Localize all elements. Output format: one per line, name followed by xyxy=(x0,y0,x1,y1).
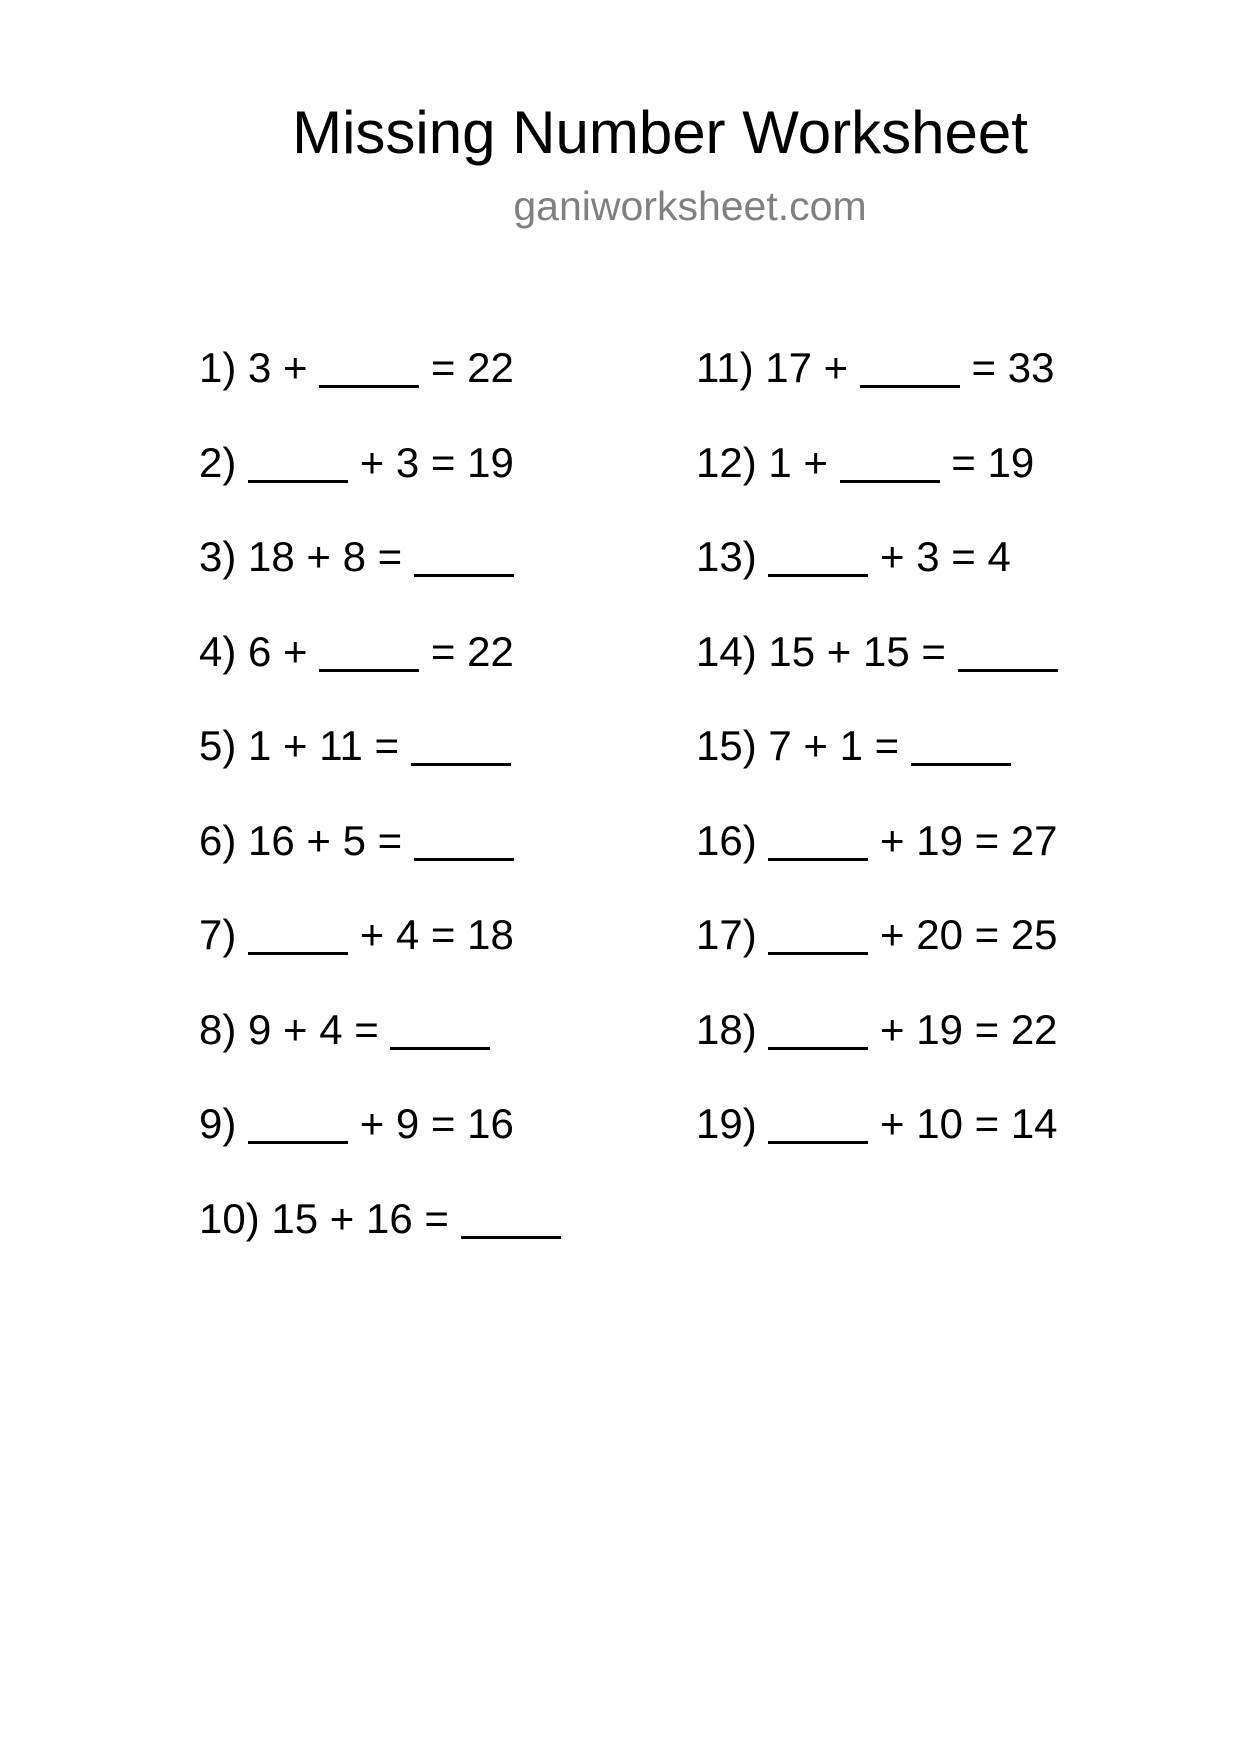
answer-blank[interactable] xyxy=(768,1140,868,1144)
problem-text-before: 15 + 16 = xyxy=(271,1194,461,1242)
problem-text-before: 1 + xyxy=(768,438,840,486)
problem-11 xyxy=(696,343,1054,393)
problem-text-before: 15 + 15 = xyxy=(768,627,958,675)
problem-number: 5) xyxy=(199,722,237,769)
problem-number: 3) xyxy=(199,533,237,580)
answer-blank[interactable] xyxy=(319,668,419,672)
problem-number: 7) xyxy=(199,911,237,958)
answer-blank[interactable] xyxy=(768,573,868,577)
problem-text-after: + 4 = 18 xyxy=(348,911,514,958)
answer-blank[interactable] xyxy=(860,384,960,388)
problem-text-after: = 22 xyxy=(419,344,514,391)
site-url: ganiworksheet.com xyxy=(513,183,867,229)
problem-number: 15) xyxy=(696,722,757,769)
problem-16 xyxy=(696,816,1058,866)
problem-text-after: = 33 xyxy=(959,344,1055,391)
answer-blank[interactable] xyxy=(411,762,511,766)
problem-text-before: 9 + 4 = xyxy=(248,1005,391,1053)
problem-number: 11) xyxy=(696,344,754,391)
problem-number: 10) xyxy=(199,1194,260,1242)
problem-number: 16) xyxy=(696,816,757,864)
problem-text-after: + 20 = 25 xyxy=(868,911,1058,958)
problem-3 xyxy=(199,532,514,582)
problem-8 xyxy=(199,1005,490,1055)
problem-number: 14) xyxy=(696,627,757,675)
problem-number: 6) xyxy=(199,816,237,864)
answer-blank[interactable] xyxy=(768,951,868,955)
problem-text-before: 16 + 5 = xyxy=(248,816,414,864)
problem-number: 2) xyxy=(199,438,237,486)
page-title: Missing Number Worksheet xyxy=(292,99,1028,166)
problem-number: 4) xyxy=(199,627,237,675)
problem-17 xyxy=(696,910,1058,960)
problem-number: 1) xyxy=(199,344,237,391)
problem-15 xyxy=(696,721,1011,771)
problem-number: 18) xyxy=(696,1005,757,1053)
answer-blank[interactable] xyxy=(911,762,1011,766)
problem-10 xyxy=(199,1194,561,1244)
problem-text-before: 6 + xyxy=(248,627,320,675)
problem-text-after: = 22 xyxy=(419,627,514,675)
problem-text-after: = 19 xyxy=(939,438,1035,486)
problem-number: 12) xyxy=(696,438,757,486)
problem-number: 9) xyxy=(199,1100,237,1147)
problem-5 xyxy=(199,721,511,771)
problem-6 xyxy=(199,816,514,866)
problem-text-after: + 9 = 16 xyxy=(348,1100,514,1147)
answer-blank[interactable] xyxy=(768,1046,868,1050)
problem-text-after: + 3 = 4 xyxy=(868,533,1011,580)
problem-number: 17) xyxy=(696,911,757,958)
answer-blank[interactable] xyxy=(390,1046,490,1050)
problem-9 xyxy=(199,1099,514,1149)
problem-text-after: + 3 = 19 xyxy=(348,438,514,486)
problem-text-after: + 10 = 14 xyxy=(868,1100,1058,1147)
answer-blank[interactable] xyxy=(414,573,514,577)
problem-text-after: + 19 = 27 xyxy=(868,816,1058,864)
problem-text-before: 18 + 8 = xyxy=(248,533,414,580)
answer-blank[interactable] xyxy=(248,1140,348,1144)
problem-number: 19) xyxy=(696,1100,757,1147)
problem-18 xyxy=(696,1005,1058,1055)
problem-number: 8) xyxy=(199,1005,237,1053)
answer-blank[interactable] xyxy=(414,857,514,861)
answer-blank[interactable] xyxy=(768,857,868,861)
problem-text-before: 1 + 11 = xyxy=(248,722,411,769)
problem-2 xyxy=(199,438,514,488)
problem-number: 13) xyxy=(696,533,757,580)
answer-blank[interactable] xyxy=(958,668,1058,672)
problem-12 xyxy=(696,438,1034,488)
answer-blank[interactable] xyxy=(461,1235,561,1239)
problem-text-after: + 19 = 22 xyxy=(868,1005,1058,1053)
problem-1 xyxy=(199,343,514,393)
problem-text-before: 3 + xyxy=(248,344,320,391)
problem-19 xyxy=(696,1099,1058,1149)
problem-7 xyxy=(199,910,514,960)
problem-4 xyxy=(199,627,514,677)
answer-blank[interactable] xyxy=(248,951,348,955)
problem-text-before: 7 + 1 = xyxy=(768,722,911,769)
problem-14 xyxy=(696,627,1058,677)
problem-text-before: 17 + xyxy=(765,344,860,391)
answer-blank[interactable] xyxy=(840,479,940,483)
answer-blank[interactable] xyxy=(248,479,348,483)
answer-blank[interactable] xyxy=(319,384,419,388)
problem-13 xyxy=(696,532,1011,582)
